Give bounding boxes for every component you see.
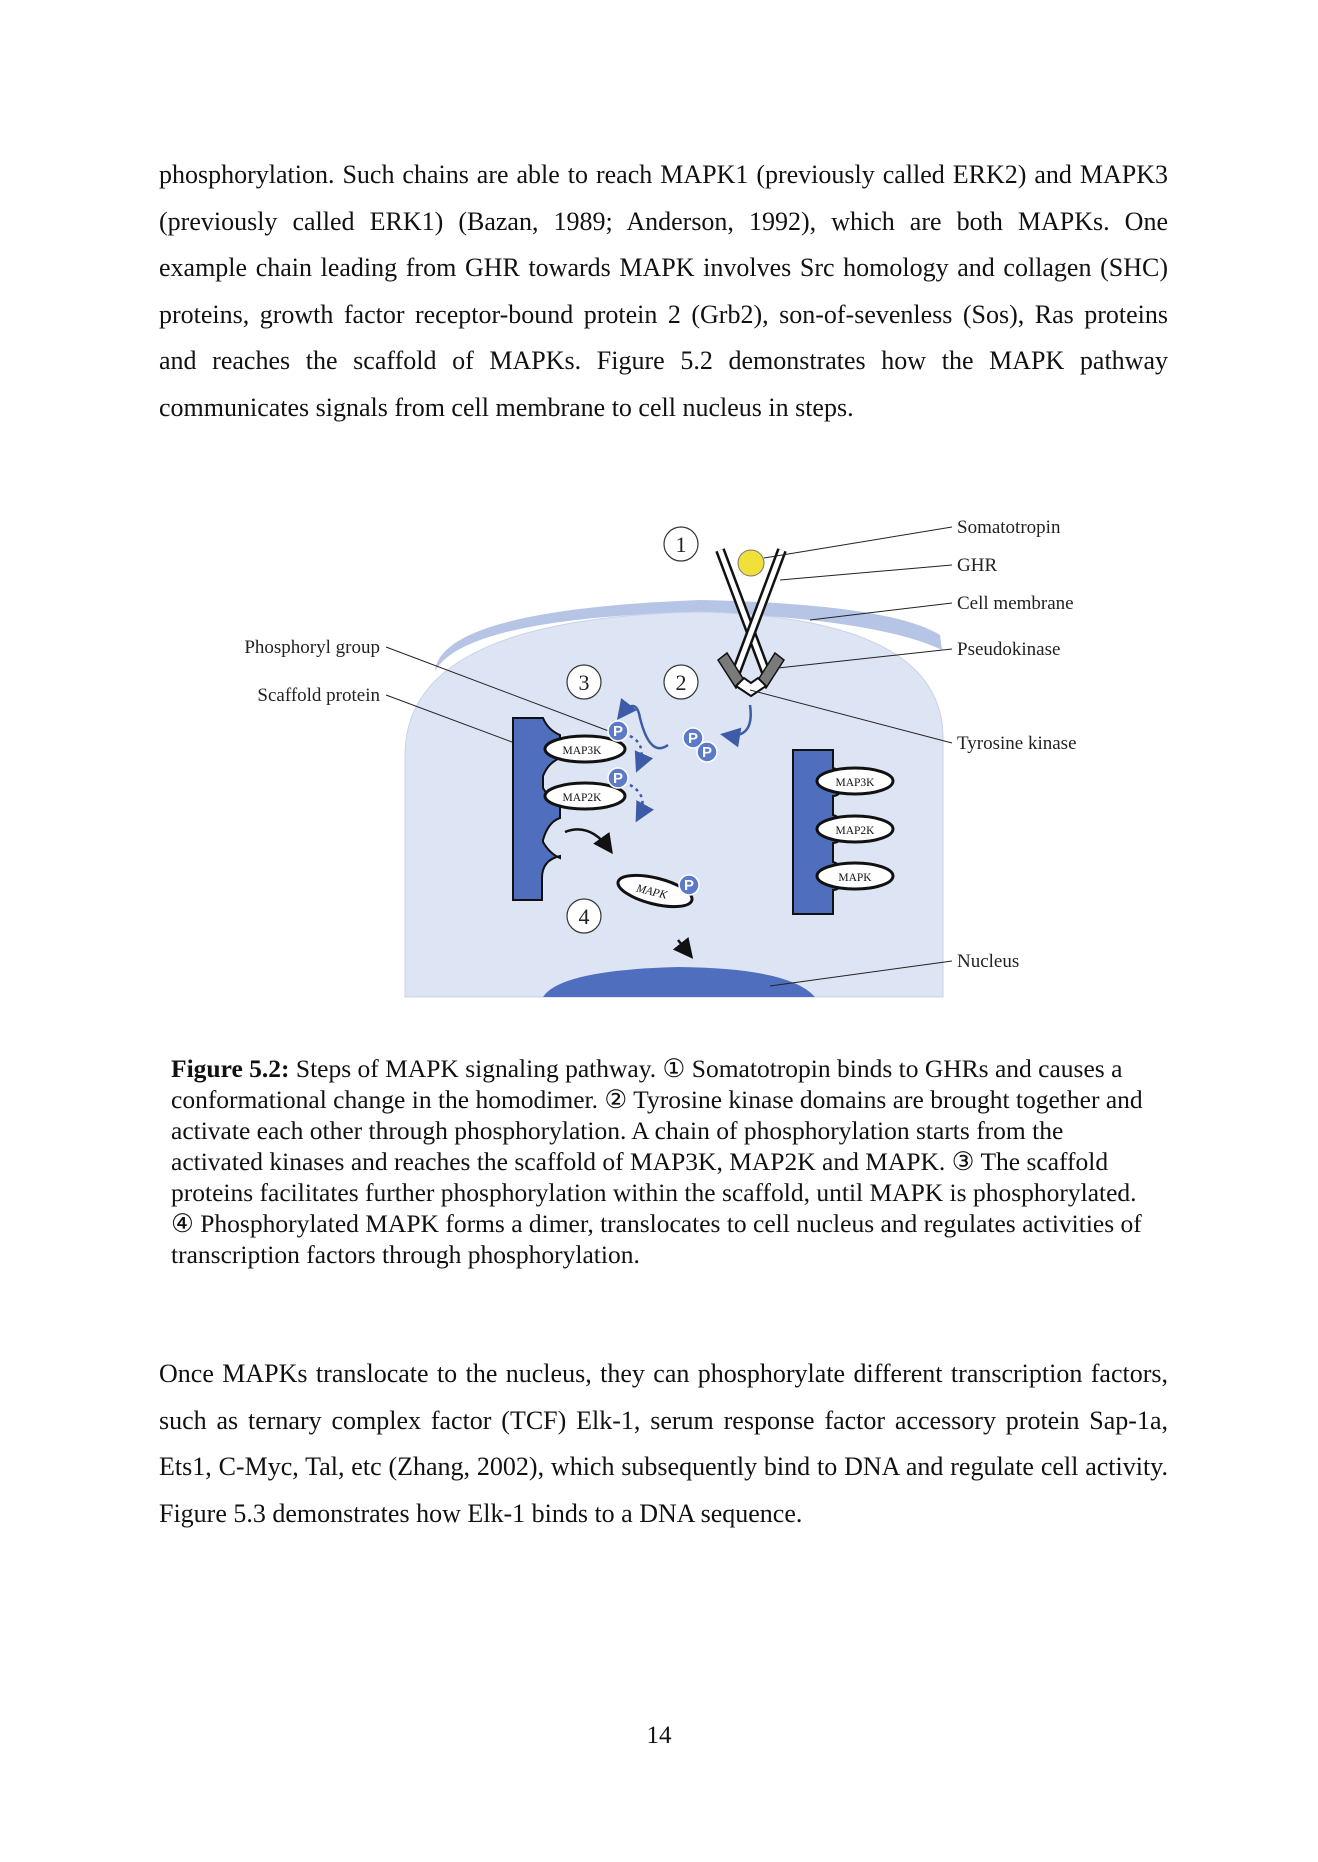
right-map3k xyxy=(817,768,893,794)
svg-text:1: 1 xyxy=(675,532,687,557)
svg-text:P: P xyxy=(612,723,624,740)
figure-caption-label: Figure 5.2: xyxy=(171,1054,290,1083)
phosphate-on-map3k xyxy=(608,721,628,741)
body-paragraph-after: Once MAPKs translocate to the nucleus, they can phosphorylate different transcription factors, such as ternary complex factor (TCF) Elk-1, serum response factor accessory protein Sap-1a, Ets1, C-Myc, Tal, etc (Zhang, 2002), which subsequently bind to DNA and regulate cell activity. Figure 5.3 demonstrates how Elk-1 binds to a DNA sequence. xyxy=(159,1359,1168,1528)
phosphate-on-mapk xyxy=(679,875,699,895)
figure-caption xyxy=(171,1053,1161,1270)
phosphate-on-map2k xyxy=(608,768,628,788)
label-pseudokinase: Pseudokinase xyxy=(957,639,1061,660)
body-paragraph-intro: phosphorylation. Such chains are able to reach MAPK1 (previously called ERK2) and MAPK3 (previously called ERK1) (Bazan, 1989; Anderson, 1992), which are both MAPKs. One example chain leading from GHR towards MAPK involves Src homology and collagen (SHC) proteins, growth factor receptor-bound protein 2 (Grb2), son-of-sevenless (Sos), Ras proteins and reaches the scaffold of MAPKs. Figure 5.2 demonstrates how the MAPK pathway communicates signals from cell membrane to cell nucleus in steps. xyxy=(159,160,1168,422)
svg-text:4: 4 xyxy=(578,904,590,929)
svg-text:MAPK: MAPK xyxy=(838,872,872,884)
svg-text:2: 2 xyxy=(675,670,687,695)
svg-text:MAPK: MAPK xyxy=(634,882,669,902)
mapk-pathway-figure xyxy=(190,500,1120,1010)
svg-text:P: P xyxy=(701,744,713,761)
label-ghr: GHR xyxy=(957,555,998,576)
svg-text:MAP3K: MAP3K xyxy=(562,745,602,757)
svg-text:P: P xyxy=(612,770,624,787)
label-phosphoryl-group: Phosphoryl group xyxy=(244,637,380,658)
step-4-marker xyxy=(567,899,601,933)
right-mapk xyxy=(817,863,893,889)
label-somatotropin: Somatotropin xyxy=(957,517,1061,538)
label-cell-membrane: Cell membrane xyxy=(957,593,1074,614)
figure-caption-text: Steps of MAPK signaling pathway. ① Somatotropin binds to GHRs and causes a conformational change in the homodimer. ② Tyrosine kinase domains are brought together and activate each other through phosphorylation. A chain of phosphorylation starts from the activated kinases and reaches the scaffold of MAP3K, MAP2K and MAPK. ③ The scaffold proteins facilitates further phosphorylation within the scaffold, until MAPK is phosphorylated. ④ Phosphorylated MAPK forms a dimer, translocates to cell nucleus and regulates activities of transcription factors through phosphorylation. xyxy=(171,1054,1143,1269)
svg-text:3: 3 xyxy=(578,670,590,695)
step-3-marker xyxy=(567,665,601,699)
somatotropin-ligand xyxy=(738,550,764,576)
svg-text:P: P xyxy=(687,730,699,747)
right-map2k xyxy=(817,816,893,842)
step-2-marker xyxy=(664,665,698,699)
svg-text:MAP3K: MAP3K xyxy=(835,777,875,789)
svg-text:MAP2K: MAP2K xyxy=(835,825,875,837)
label-scaffold-protein: Scaffold protein xyxy=(257,685,380,706)
page-number: 14 xyxy=(646,1722,672,1749)
label-tyrosine-kinase: Tyrosine kinase xyxy=(957,733,1077,754)
label-nucleus: Nucleus xyxy=(957,951,1020,972)
svg-text:P: P xyxy=(683,877,695,894)
svg-text:MAP2K: MAP2K xyxy=(562,792,602,804)
free-phosphate-2 xyxy=(697,742,717,762)
step-1-marker xyxy=(664,527,698,561)
